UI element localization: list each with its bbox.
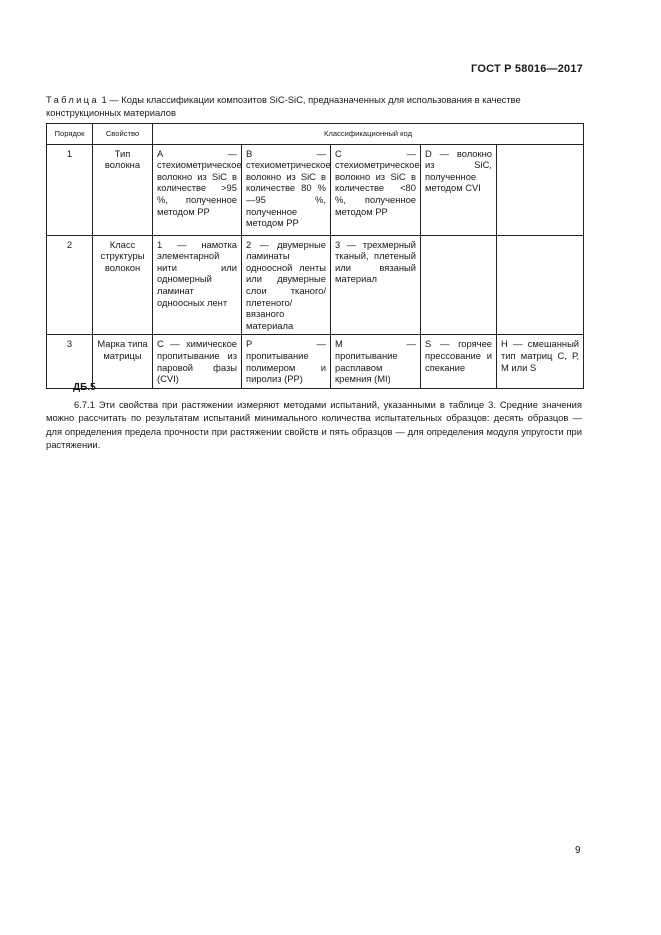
code-cell: 1 — намотка элементарной нити или одномерный ламинат одноосных лент — [153, 235, 242, 335]
code-cell — [497, 235, 584, 335]
code-cell: В — стехиометрическое волокно из SiC в количестве 80 % —95 %, полученное методом PP — [242, 144, 331, 235]
code-cell: S — горячее прессование и спекание — [421, 335, 497, 388]
code-cell: А — стехиометрическое волокно из SiC в количестве >95 %, полученное методом PP — [153, 144, 242, 235]
table-header-row — [47, 124, 584, 145]
table-row — [47, 235, 584, 335]
document-id: ГОСТ Р 58016—2017 — [471, 63, 583, 75]
row-order: 1 — [47, 144, 93, 235]
row-order: 2 — [47, 235, 93, 335]
header-property: Свойство — [93, 124, 153, 145]
table-caption — [46, 93, 582, 119]
header-order: Порядок — [47, 124, 93, 145]
code-cell: С — химическое пропитывание из паровой фазы (CVI) — [153, 335, 242, 388]
body-paragraph: 6.7.1 Эти свойства при растяжении измеряют методами испытаний, указанными в таблице 3. Средние значения можно рассчитать по результатам испытаний минимального количества испытательных образцов: десять образцов — для определения предела прочности при растяжении свойств и пять образцов — для определения модуля упругости при растяжении. — [46, 399, 582, 450]
code-cell: 3 — трехмерный тканый, плетеный или вязаный материал — [331, 235, 421, 335]
page-number: 9 — [575, 845, 581, 856]
code-cell — [497, 144, 584, 235]
code-cell — [421, 235, 497, 335]
table-caption-label: Таблица — [46, 94, 99, 105]
code-cell: Р — пропитывание полимером и пиролиз (PP) — [242, 335, 331, 388]
code-cell: С — стехиометрическое волокно из SiC в количестве <80 %, полученное методом PP — [331, 144, 421, 235]
row-property: Класс структуры волокон — [93, 235, 153, 335]
table-caption-text: 1 — Коды классификации композитов SiC-SiC, предназначенных для использования в качестве конструкционных материалов — [46, 94, 521, 118]
section-title: ДБ.5 — [73, 382, 96, 393]
code-cell: М — пропитывание расплавом кремния (MI) — [331, 335, 421, 388]
row-property: Тип волокна — [93, 144, 153, 235]
code-cell: 2 — двумерные ламинаты одноосной ленты или двумерные слои тканого/плетеного/вязаного материала — [242, 235, 331, 335]
classification-table — [46, 123, 584, 389]
table-row — [47, 144, 584, 235]
table-row — [47, 335, 584, 388]
row-property: Марка типа матрицы — [93, 335, 153, 388]
code-cell: Н — смешанный тип матриц С, Р, М или S — [497, 335, 584, 388]
header-codes: Классификационный код — [153, 124, 584, 145]
row-order: 3 — [47, 335, 93, 388]
code-cell: D — волокно из SiC, полученное методом CVI — [421, 144, 497, 235]
